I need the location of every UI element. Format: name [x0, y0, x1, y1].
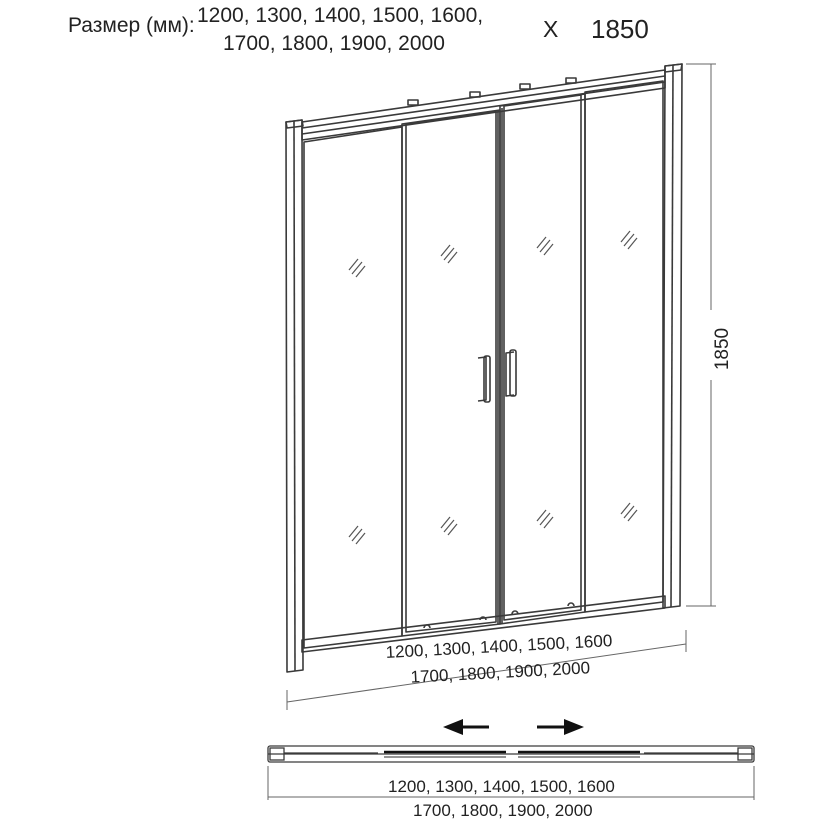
- sliding-arrows: [443, 719, 584, 735]
- panel-3: [500, 94, 585, 624]
- glass-marks: [349, 231, 637, 544]
- right-profile: [663, 64, 682, 608]
- glass-mark-icon: [537, 237, 553, 255]
- widths-line-1: 1200, 1300, 1400, 1500, 1600,: [197, 4, 484, 27]
- right-handle: [506, 350, 516, 396]
- left-handle: [478, 356, 490, 402]
- panel-4: [585, 81, 663, 612]
- glass-mark-icon: [441, 517, 457, 535]
- glass-mark-icon: [349, 259, 365, 277]
- top-rail: [302, 70, 665, 140]
- height-value: 1850: [591, 14, 649, 44]
- front-width-line-1: 1200, 1300, 1400, 1500, 1600: [385, 631, 613, 662]
- glass-mark-icon: [537, 510, 553, 528]
- glass-mark-icon: [441, 245, 457, 263]
- bottom-width-line-2: 1700, 1800, 1900, 2000: [413, 801, 593, 820]
- times-sign: X: [543, 16, 559, 42]
- bottom-width-line-1: 1200, 1300, 1400, 1500, 1600: [388, 777, 615, 796]
- glass-mark-icon: [349, 526, 365, 544]
- arrow-right-icon: [537, 719, 584, 735]
- height-dimension-label: 1850: [712, 327, 734, 371]
- top-view: [268, 746, 754, 762]
- front-width-line-2: 1700, 1800, 1900, 2000: [410, 658, 591, 687]
- glass-mark-icon: [621, 231, 637, 249]
- glass-mark-icon: [621, 503, 637, 521]
- size-label: Размер (мм):: [68, 14, 195, 37]
- arrow-left-icon: [443, 719, 489, 735]
- left-profile: [286, 120, 303, 672]
- panel-1: [304, 127, 402, 648]
- widths-line-2: 1700, 1800, 1900, 2000: [223, 32, 445, 55]
